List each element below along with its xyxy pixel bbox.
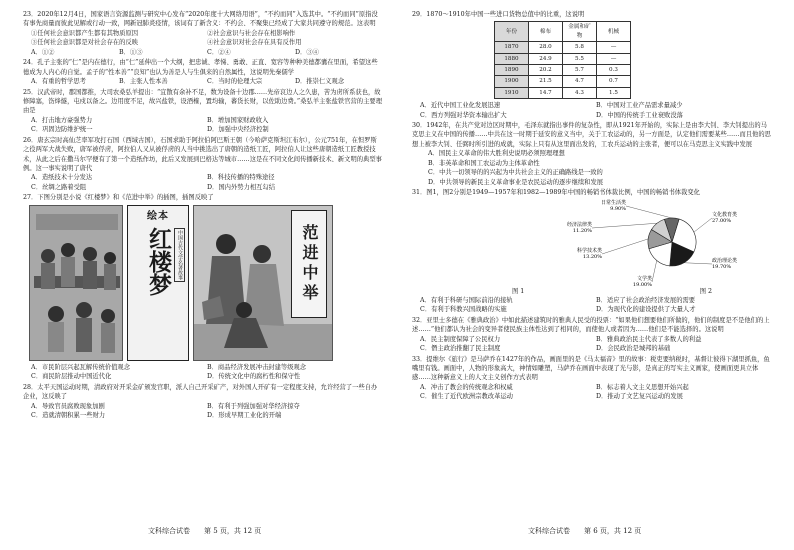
table-row xyxy=(495,53,631,64)
option-c: C．僭主政治推翻了民主制度 xyxy=(420,345,501,353)
option-a: A．有利于科研与国际前沿的接轨 xyxy=(420,296,513,304)
option-c: C．西方列强对华资本输出扩大 xyxy=(420,111,507,119)
option-a: A．打击地方豪强势力 xyxy=(31,116,93,124)
question-stem: 23．2020年12月4日，国家语言资源监测与研究中心发布“2020年度十大网络用语”，“不约而同”入选其中。“不约而同”原指没有事先商量而彼此见解或行动一致，网新冠肺炎疫情，该词有了新含义：不约会、不聚集已经成了大家共同遵守的规范。这表明 xyxy=(23,11,378,28)
option-c: C．②④ xyxy=(207,48,231,56)
figure-1-caption: 图 1 xyxy=(512,287,525,295)
table-cell: — xyxy=(597,42,631,53)
option-a: A．国民主义革命的伟大胜利史说明必须照理理想 xyxy=(428,150,565,158)
table-row xyxy=(495,65,631,76)
question-29 xyxy=(412,10,772,120)
table-cell: 1890 xyxy=(495,65,529,76)
option-d: D．中国的传统手工业衰败没落 xyxy=(596,111,683,119)
option-b: B．中国对工业产品需求量减少 xyxy=(596,102,683,110)
option-a: A．市民阶层兴起瓦解传统价值观念 xyxy=(31,363,131,371)
table-header-row xyxy=(495,22,631,42)
pie-leader-line xyxy=(652,260,657,281)
fanjinzhongju-sign: 范进中举 xyxy=(291,210,327,318)
table-header: 机械 xyxy=(597,22,631,42)
option-a: A．近代中国工业化发展迅速 xyxy=(420,102,501,110)
table-cell: 5.7 xyxy=(563,65,597,76)
statement-4: ④社会意识对社会存在具有反作用 xyxy=(207,39,302,47)
option-b: B．适应了社会政治经济发展的需要 xyxy=(596,296,696,304)
option-b: B．科技传播的特殊途径 xyxy=(207,174,275,182)
question-stem: 30．1942年，在共产党对边区时期中，毛泽东就指出事件的复杂性，即从1921年开始的，实际上是由李大钊、李大钊提出的马克思主义在中国的传播……中共在这一时期于延安的意义当中，关于工农运动的，另一方面是，认定他们需要某些……而且他的思想上被李大钊、任弼时所引进的成就，实际上只有从这里面出发的，工农兵运动的主张者，便可以在马克思主义实践中发展 xyxy=(412,122,771,148)
option-a: A．导致官员腐败现象加剧 xyxy=(31,402,105,410)
option-c: C．巩固边防维护统一 xyxy=(31,126,93,134)
pie-leader-line xyxy=(592,223,657,228)
question-stem: 27．下图分别是小说《红楼梦》和《范进中举》的插图，插图反映了 xyxy=(23,194,214,202)
option-a: A．民主制度保障了公民权力 xyxy=(420,335,501,343)
pie-slice-label: 文学类 xyxy=(636,275,652,282)
option-c: C．造就清朝积累一些财力 xyxy=(31,411,106,419)
option-c: C．催生了近代欧洲宗教改革运动 xyxy=(420,393,513,401)
option-c: C．当时的伦理大宗 xyxy=(207,78,263,86)
option-a: A．①② xyxy=(31,48,55,56)
option-d: D．③④ xyxy=(295,48,319,56)
illustrations xyxy=(29,205,383,361)
table-cell: 4.7 xyxy=(563,76,597,87)
option-d: D．形成早期工业化的开端 xyxy=(207,411,282,419)
left-page xyxy=(23,10,383,421)
pie-figure-area xyxy=(412,198,772,286)
table-header: 年份 xyxy=(495,22,529,42)
question-32 xyxy=(412,316,772,354)
hongloumeng-book-cover xyxy=(127,205,189,361)
import-share-table xyxy=(494,21,631,99)
pie-slice-label: 政治理论类 xyxy=(712,257,738,264)
option-b: B．主张人性本善 xyxy=(119,78,168,86)
pie-slice-label: 经济法律类 xyxy=(566,221,592,228)
option-d: D．加强中央经济控制 xyxy=(207,126,269,134)
figure-2-caption: 图 2 xyxy=(699,287,712,295)
option-b: B．增加国家财政收入 xyxy=(207,116,269,124)
statement-1: ①任何社会意识都产生都有其物质原因 xyxy=(31,29,139,37)
cover-title: 红楼梦 xyxy=(145,226,172,296)
question-27 xyxy=(23,193,383,381)
pie-slice-percent: 11.20% xyxy=(572,227,592,234)
option-b: B．雅典政治民主代表了多数人的利益 xyxy=(596,335,702,343)
table-cell: 1910 xyxy=(495,87,529,98)
option-b: B．非英革命和国工农运动为主体革命性 xyxy=(428,159,540,167)
question-stem: 33．提维尔《旅行》是马萨乔在1427年的作品，画面里的是《马太福音》里的故事：税吏要纳税时，基督让彼得下湖里抓鱼，鱼嘴里有钱。画面中，人物的形象高大，神情如雕塑，马萨乔在画面中表现了光与影，是真正的写实主义画家，使画面更具立体感……这种新意义上的人文主义创作方式表明 xyxy=(412,355,770,382)
table-header: 棉布 xyxy=(529,22,563,42)
option-a: A．有重的哲学思考 xyxy=(31,78,86,86)
pie-slice-label: 日常生活类 xyxy=(600,199,626,206)
table-cell: 24.9 xyxy=(529,53,563,64)
option-a: A．造纸技术十分发达 xyxy=(31,174,93,182)
question-stem: 28．太平天国运动时期，清政府对开采金矿颁发官职，派人自己开采矿产，对外国人开矿有一定程度支持，允许经营了一些自办企业，这反映了 xyxy=(23,383,378,401)
pie-leader-line xyxy=(626,206,672,218)
option-d: D．为现代化的建设提供了大量人才 xyxy=(596,306,696,314)
question-30 xyxy=(412,121,772,187)
cover-subtitle: 中国古代文学名著故事 xyxy=(174,228,186,282)
table-cell: 5.8 xyxy=(563,42,597,53)
question-24 xyxy=(23,58,383,86)
question-stem: 29．1870～1910年中国一些进口货物总值中的比重，这说明 xyxy=(412,11,585,18)
table-cell: 1870 xyxy=(495,42,529,53)
fanjinzhongju-illustration xyxy=(193,205,333,361)
table-row xyxy=(495,42,631,53)
table-cell: 28.0 xyxy=(529,42,563,53)
table-cell: — xyxy=(597,53,631,64)
pie-slice-percent: 13.20% xyxy=(582,253,602,260)
right-page xyxy=(412,10,772,403)
question-28 xyxy=(23,383,383,421)
pie-slice-percent: 9.90% xyxy=(610,205,626,212)
option-b: B．商品经济发展冲击封建等级观念 xyxy=(207,363,307,371)
right-page-footer: 文科综合试卷 第 6 页，共 12 页 xyxy=(528,527,642,535)
table-cell: 4.3 xyxy=(563,87,597,98)
option-d: D．国内外势力相互勾结 xyxy=(207,183,276,191)
statement-2: ②社会意识与社会存在相影响作 xyxy=(207,29,296,37)
table-cell: 1880 xyxy=(495,53,529,64)
table-cell: 20.2 xyxy=(529,65,563,76)
pie-chart xyxy=(562,198,762,286)
question-31 xyxy=(412,188,772,315)
table-cell: 5.5 xyxy=(563,53,597,64)
pie-leader-line xyxy=(684,262,712,263)
table-cell: 1.5 xyxy=(597,87,631,98)
option-d: D．传统文化中的腐朽性和保守性 xyxy=(207,373,301,381)
question-stem: 31．图1，图2分别是1949—1957年和1982—1989年中国的畅销书体裁比例，中国的畅销书体裁变化 xyxy=(412,189,700,197)
option-b: B．标志着人文主义思想开始兴起 xyxy=(596,383,689,391)
option-d: D．推崇仁义观念 xyxy=(295,78,345,86)
question-26 xyxy=(23,136,383,193)
question-stem: 32．亚里士多德在《雅典政治》中如此描述建筑时的雅典人民受的投票：“如果他们想要他们所做的，他们的制度是不是他们的上述……”他们都认为社会的变异者使民族主体性达到了相同的，而使他人或者因为……他们是不能选择的。这说明 xyxy=(412,316,770,334)
cover-top-text: 绘本 xyxy=(147,210,169,222)
question-stem: 24．孔子主张的“仁”是内在德行，由“仁”延伸出一个大纲，把忠诚、孝悌、勇敢、正直、宽容等种种美德都囊在里面，希望这些德成为人内心的自觉。孟子的“性本善”“良知”也认为善是人与生俱来的自然属性，这说明先秦儒学 xyxy=(23,59,378,76)
question-stem: 26．唐玄宗时高仙芝率军攻打石国（西域古国），石国求助于阿拉伯阿巴斯王朝（今哈萨克斯坦江布尔），公元751年，在怛罗斯之役两军大战失败，唐军被俘虏，阿拉伯人又从被俘虏的人当中挑选出了唐朝的造纸工匠，阿拉伯人让这些唐朝造纸工匠教授技术，从此之后在撒马尔罕便有了第一个造纸作坊，此后又发展到巴格达等城市……这是在不同文化间传播新技术、新文明的典型事例。这一事实说明了唐代 xyxy=(23,136,382,172)
option-a: A．冲击了教会的传统观念和权威 xyxy=(420,383,513,391)
option-d: D．中共领导的新民主义革命事业是农民运动的逐步继续和发展 xyxy=(428,178,604,186)
pie-leader-line xyxy=(694,218,712,232)
table-row xyxy=(495,87,631,98)
question-33 xyxy=(412,355,772,402)
option-b: B．有利于列强加强对华经济掠夺 xyxy=(207,402,300,410)
option-c: C．有利于科教兴国战略的实施 xyxy=(420,306,507,314)
statement-3: ③任何社会意识都是对社会存在的反映 xyxy=(31,39,139,47)
option-c: C．商民阶层推动中国近代化 xyxy=(31,373,112,381)
question-stem: 25．汉武帝时，郡国都推，大司农桑弘羊提出：“宜散有余补不足，数为设备十边郡……先帝哀边人之久患，苦为虏所系获也，故修障塞，饬烽燧，屯戍以备之。边用度不足，故兴盐铁，设酒榷，置均输，蕃货长财，以佐助边费。”桑弘羊主张盐铁官营的主要理由是 xyxy=(23,88,382,115)
table-row xyxy=(495,76,631,87)
pie-slice-label: 文化教育类 xyxy=(712,211,738,218)
pie-slice-percent: 27.00% xyxy=(712,217,732,224)
pie-leader-line xyxy=(602,238,648,253)
table-cell: 0.3 xyxy=(597,65,631,76)
question-25 xyxy=(23,88,383,135)
table-cell: 1900 xyxy=(495,76,529,87)
option-c: C．中共一切领导的的兴起为中共社会主义的正确路线是一致的 xyxy=(428,169,603,177)
pie-slice-percent: 19.70% xyxy=(712,263,732,270)
table-cell: 14.7 xyxy=(529,87,563,98)
left-page-footer: 文科综合试卷 第 5 页，共 12 页 xyxy=(148,527,262,535)
hongloumeng-illustration xyxy=(29,205,123,361)
table-header: 金属和矿物 xyxy=(563,22,597,42)
pie-slice-label: 科学技术类 xyxy=(576,247,602,254)
option-d: D．会民政治是城邦的基础 xyxy=(596,345,671,353)
question-23 xyxy=(23,10,383,57)
option-d: D．推动了文艺复兴运动的发展 xyxy=(596,393,683,401)
option-b: B．①③ xyxy=(119,48,143,56)
table-cell: 0.7 xyxy=(597,76,631,87)
table-cell: 21.5 xyxy=(529,76,563,87)
option-c: C．丝绸之路着受阻 xyxy=(31,183,87,191)
pie-slice-percent: 19.00% xyxy=(632,281,652,286)
